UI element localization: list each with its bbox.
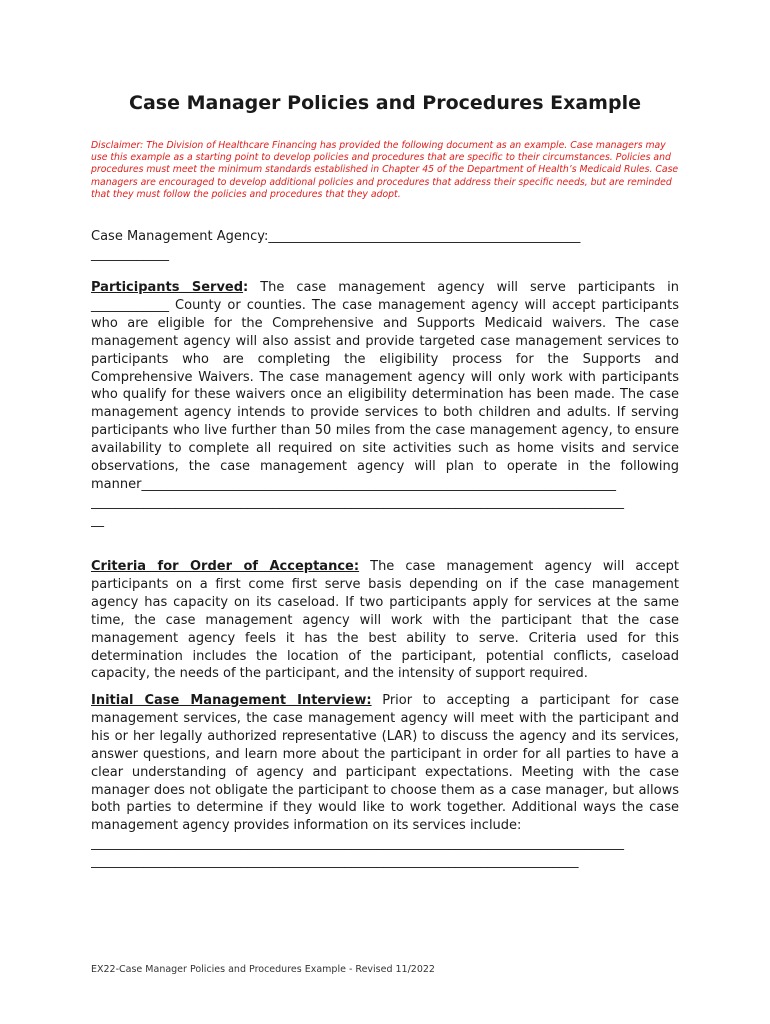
- interview-text: Prior to accepting a participant for case management services, the case management agency will meet with the participant and his or her legally authorized representative (LAR) to discuss the agency and its services, answer questions, and learn more about the participant in order for all parties to have a clear understanding of agency and participant expectations. Meeting with the case manager does not obligate the participant to choose them as a case manager, but allows both parties to determine if they would like to work together. Additional ways the case management agency provides information on its services include:: [91, 693, 679, 834]
- participants-served-colon: :: [243, 280, 249, 295]
- participants-served-heading: Participants Served: [91, 280, 244, 295]
- disclaimer-text: Disclaimer: The Division of Healthcare Financing has provided the following document as an example. Case managers may use this example as a starting point to develop policies and procedures that are specific to their circumstances. Policies and procedures must meet the minimum standards established in Chapter 45 of the Department of Health’s Medicaid Rules. Case managers are encouraged to develop additional policies and procedures that address their specific needs, but are reminded that they must follow the policies and procedures that they adopt.: [91, 140, 679, 200]
- agency-blank-line: ________________________________________________: [268, 229, 581, 244]
- manner-blank-line-2: __________________________________________________________________________________: [91, 494, 624, 510]
- participants-served-text: The case management agency will serve participants in ____________ County or counties. The case management agency will accept participants who are eligible for the Comprehensive and Supports Medicaid waivers. The case management agency will also assist and provide targeted case management services to participants who are completing the eligibility process for the Supports and Comprehensive Waivers. The case management agency will only work with participants who qualify for these waivers once an eligibility determination has been made. The case management agency intends to provide services to both children and adults. If serving participants who live further than 50 miles from the case management agency, to ensure availability to complete all required on site activities such as home visits and service observations, the case management agency will plan to operate in the following manner: [91, 280, 679, 492]
- services-blank-line-2: ___________________________________________________________________________: [91, 854, 579, 870]
- participants-served-section: [91, 279, 679, 530]
- criteria-section: [91, 558, 679, 683]
- interview-heading: Initial Case Management Interview:: [91, 693, 372, 708]
- agency-field: [91, 228, 681, 264]
- criteria-heading: Criteria for Order of Acceptance:: [91, 559, 360, 574]
- agency-blank-line-2: ____________: [91, 247, 169, 262]
- manner-blank-line: _________________________________________________________________________: [141, 476, 616, 492]
- page-footer: EX22-Case Manager Policies and Procedures Example - Revised 11/2022: [91, 964, 435, 975]
- services-blank-line: __________________________________________________________________________________: [91, 836, 624, 852]
- interview-section: [91, 692, 679, 871]
- criteria-text: The case management agency will accept participants on a first come first serve basis depending on if the case management agency has capacity on its caseload. If two participants apply for services at the same time, the case management agency will work with the participant that the case management agency feels it has the best ability to serve. Criteria used for this determination includes the location of the participant, potential conflicts, caseload capacity, the needs of the participant, and the intensity of support required.: [91, 559, 679, 682]
- agency-label: Case Management Agency:: [91, 229, 269, 244]
- manner-blank-line-3: __: [91, 512, 104, 528]
- document-title: Case Manager Policies and Procedures Example: [129, 92, 641, 114]
